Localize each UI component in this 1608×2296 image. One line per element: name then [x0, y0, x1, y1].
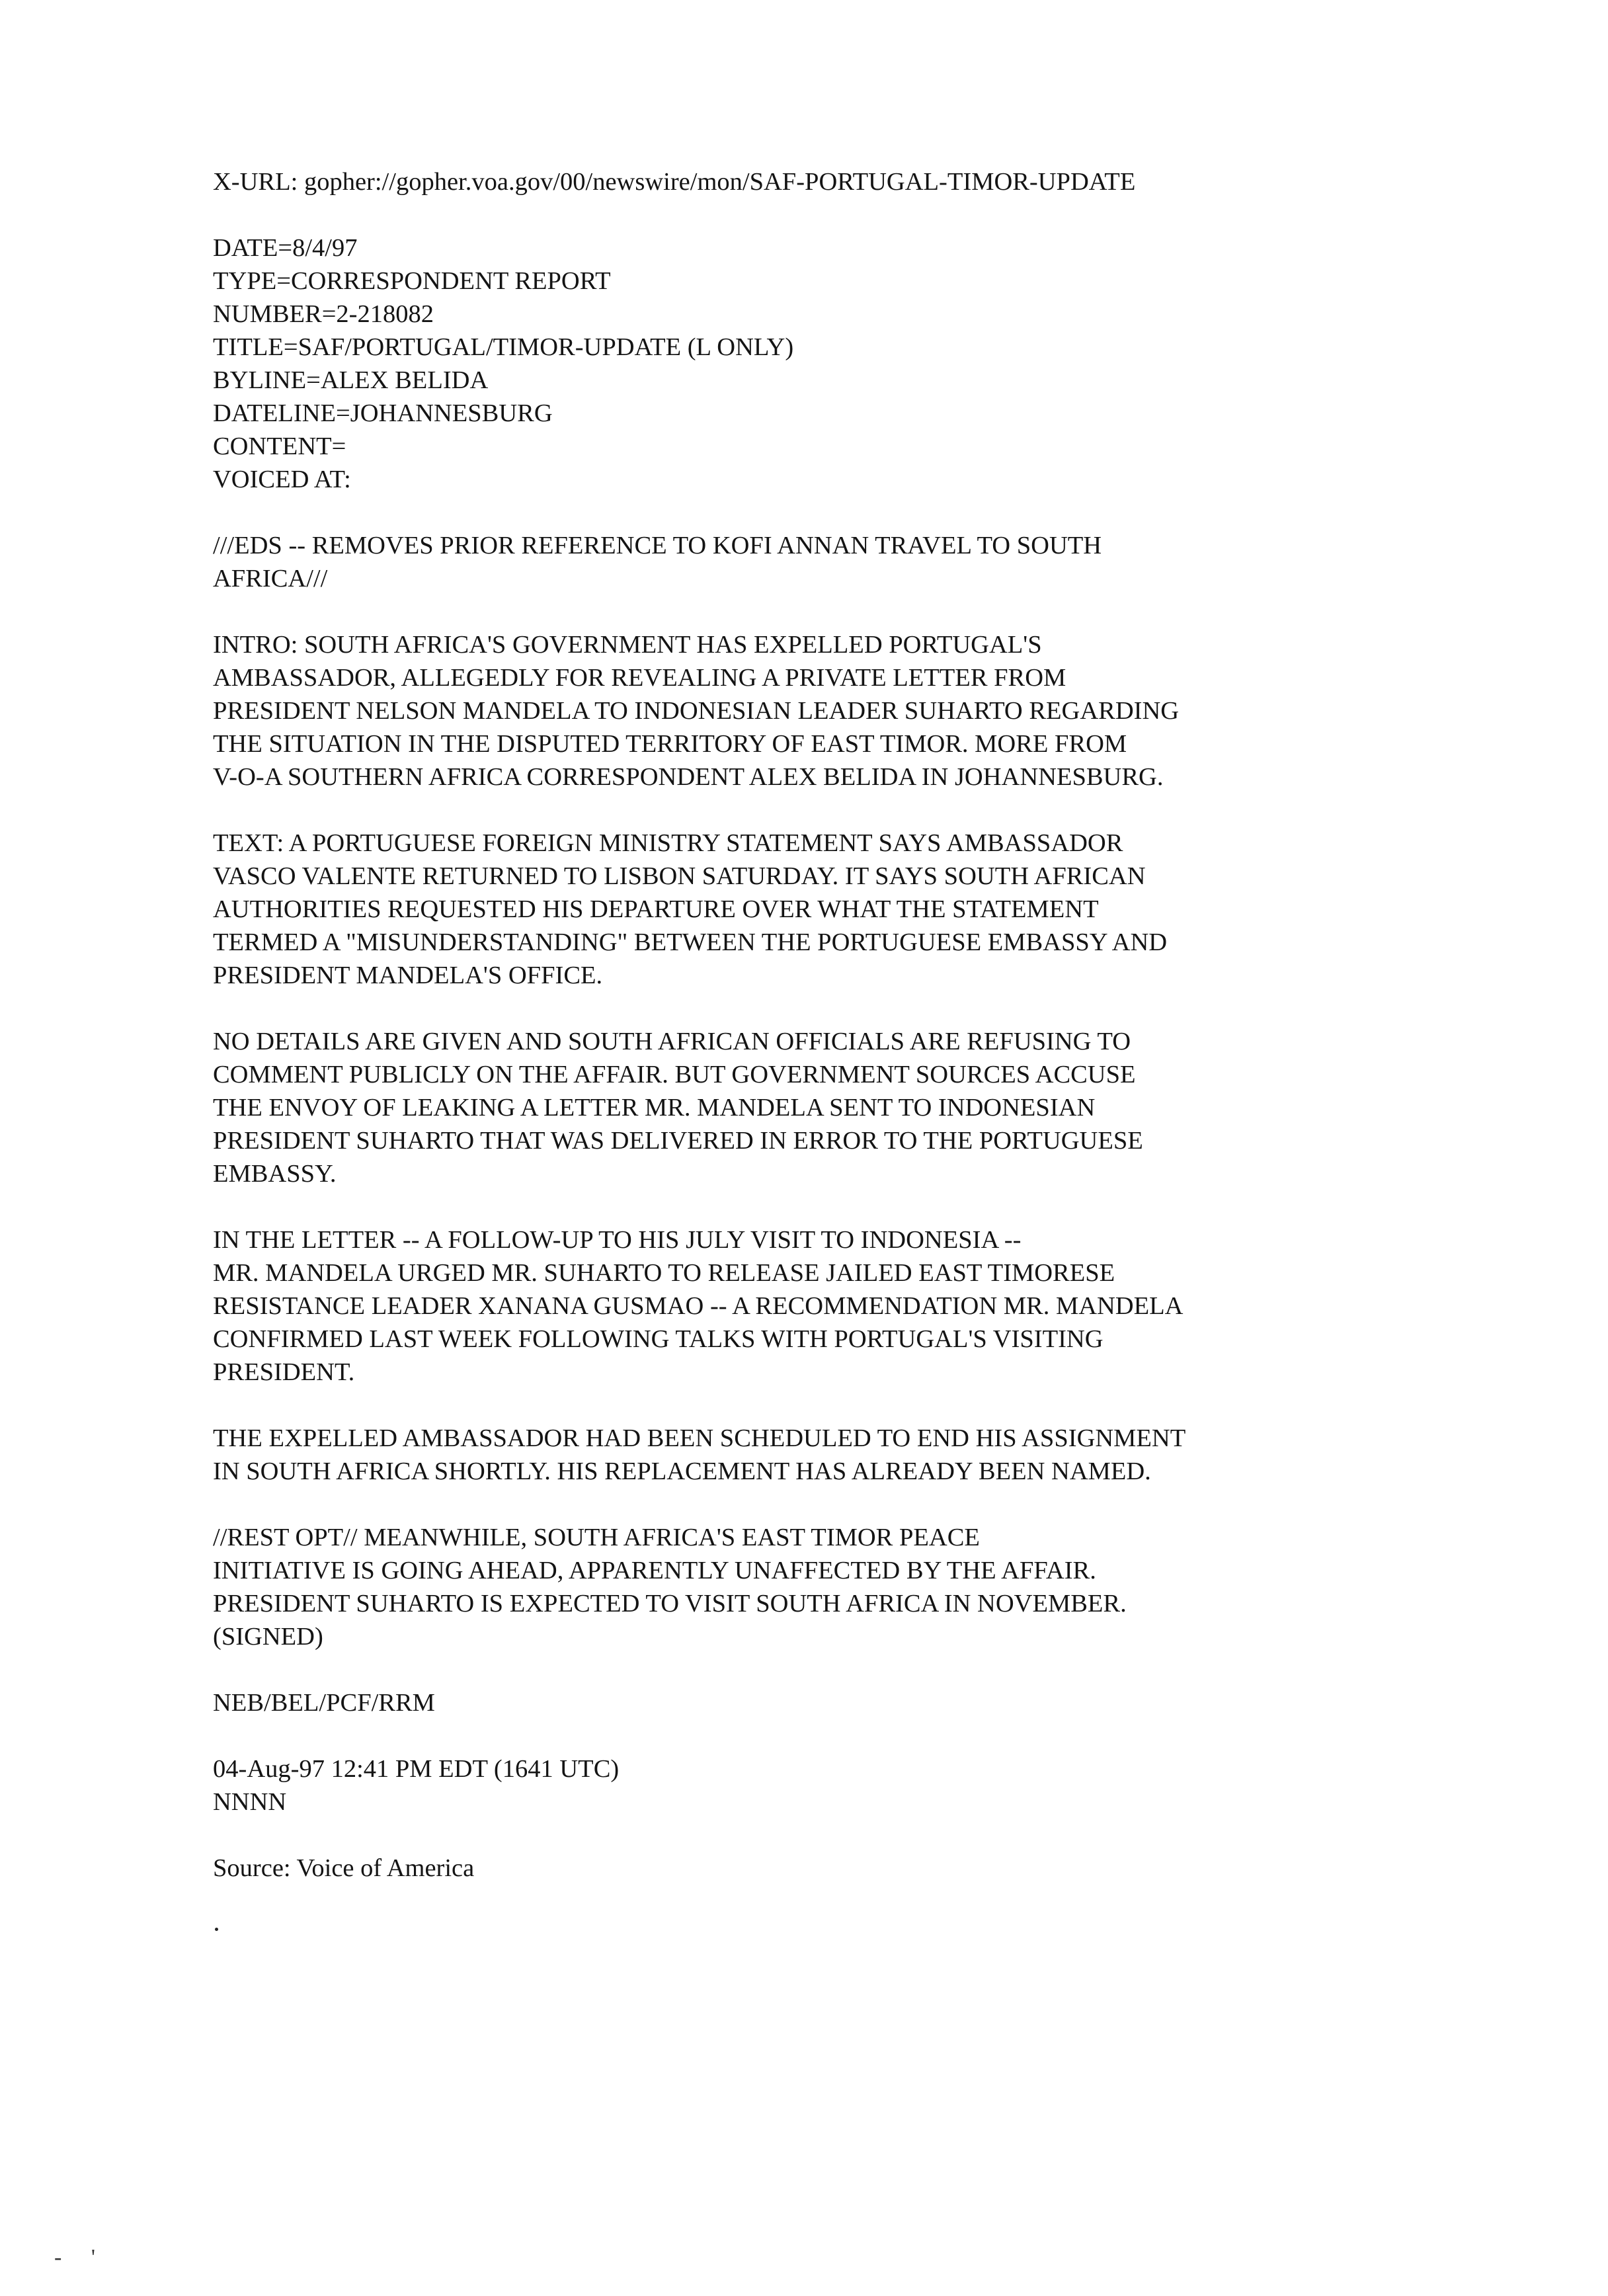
timestamp-line: 04-Aug-97 12:41 PM EDT (1641 UTC)	[213, 1755, 620, 1783]
spacer	[213, 992, 1522, 1025]
text-line: CONFIRMED LAST WEEK FOLLOWING TALKS WITH PORTUGAL'S VISITING	[213, 1325, 1104, 1353]
field-voiced-at: VOICED AT:	[213, 466, 351, 493]
text-line: VASCO VALENTE RETURNED TO LISBON SATURDAY. IT SAYS SOUTH AFRICAN	[213, 862, 1146, 890]
text-line: IN SOUTH AFRICA SHORTLY. HIS REPLACEMENT HAS ALREADY BEEN NAMED.	[213, 1457, 1151, 1485]
text-line: PRESIDENT SUHARTO IS EXPECTED TO VISIT SOUTH AFRICA IN NOVEMBER.	[213, 1590, 1127, 1618]
text-line: PRESIDENT MANDELA'S OFFICE.	[213, 962, 603, 989]
text-line: //REST OPT// MEANWHILE, SOUTH AFRICA'S EAST TIMOR PEACE	[213, 1524, 980, 1551]
text-line: RESISTANCE LEADER XANANA GUSMAO -- A RECOMMENDATION MR. MANDELA	[213, 1292, 1184, 1320]
spacer	[213, 1389, 1522, 1422]
text-line: THE ENVOY OF LEAKING A LETTER MR. MANDELA SENT TO INDONESIAN	[213, 1094, 1096, 1122]
intro-line: PRESIDENT NELSON MANDELA TO INDONESIAN LEADER SUHARTO REGARDING	[213, 697, 1180, 725]
eds-line: ///EDS -- REMOVES PRIOR REFERENCE TO KOFI ANNAN TRAVEL TO SOUTH	[213, 532, 1102, 559]
text-line: PRESIDENT SUHARTO THAT WAS DELIVERED IN ERROR TO THE PORTUGUESE	[213, 1127, 1143, 1155]
eds-note	[213, 529, 1522, 595]
text-paragraph-1	[213, 827, 1522, 992]
source-line: Source: Voice of America	[213, 1854, 475, 1882]
text-line: MR. MANDELA URGED MR. SUHARTO TO RELEASE JAILED EAST TIMORESE	[213, 1259, 1115, 1287]
corner-scan-mark: - '	[54, 2245, 107, 2270]
text-line: PRESIDENT.	[213, 1358, 355, 1386]
spacer	[213, 794, 1522, 827]
text-line: AUTHORITIES REQUESTED HIS DEPARTURE OVER WHAT THE STATEMENT	[213, 895, 1099, 923]
stray-dot-mark	[215, 1928, 218, 1931]
spacer	[213, 496, 1522, 529]
text-line: INITIATIVE IS GOING AHEAD, APPARENTLY UNAFFECTED BY THE AFFAIR.	[213, 1557, 1096, 1584]
newswire-document	[213, 165, 1522, 1885]
text-paragraph-4	[213, 1422, 1522, 1488]
spacer	[213, 1819, 1522, 1852]
field-content: CONTENT=	[213, 432, 346, 460]
initials-line: NEB/BEL/PCF/RRM	[213, 1689, 435, 1717]
text-line: THE EXPELLED AMBASSADOR HAD BEEN SCHEDULED TO END HIS ASSIGNMENT	[213, 1424, 1186, 1452]
text-paragraph-5	[213, 1521, 1522, 1653]
spacer	[213, 1190, 1522, 1223]
field-date: DATE=8/4/97	[213, 234, 358, 262]
text-line: IN THE LETTER -- A FOLLOW-UP TO HIS JULY VISIT TO INDONESIA --	[213, 1226, 1022, 1254]
spacer	[213, 198, 1522, 231]
intro-line: AMBASSADOR, ALLEGEDLY FOR REVEALING A PRIVATE LETTER FROM	[213, 664, 1066, 692]
spacer	[213, 595, 1522, 628]
eds-line: AFRICA///	[213, 565, 328, 593]
intro-paragraph	[213, 628, 1522, 794]
intro-line: THE SITUATION IN THE DISPUTED TERRITORY OF EAST TIMOR. MORE FROM	[213, 730, 1127, 758]
field-number: NUMBER=2-218082	[213, 300, 434, 328]
field-title: TITLE=SAF/PORTUGAL/TIMOR-UPDATE (L ONLY)	[213, 333, 794, 361]
text-paragraph-2	[213, 1025, 1522, 1190]
text-paragraph-3	[213, 1223, 1522, 1389]
spacer	[213, 1719, 1522, 1752]
spacer	[213, 1653, 1522, 1686]
text-line: NO DETAILS ARE GIVEN AND SOUTH AFRICAN OFFICIALS ARE REFUSING TO	[213, 1028, 1131, 1055]
text-line: EMBASSY.	[213, 1160, 337, 1188]
intro-line: INTRO: SOUTH AFRICA'S GOVERNMENT HAS EXPELLED PORTUGAL'S	[213, 631, 1042, 659]
field-byline: BYLINE=ALEX BELIDA	[213, 366, 489, 394]
text-line: TERMED A "MISUNDERSTANDING" BETWEEN THE PORTUGUESE EMBASSY AND	[213, 928, 1168, 956]
text-line: TEXT: A PORTUGUESE FOREIGN MINISTRY STATEMENT SAYS AMBASSADOR	[213, 829, 1123, 857]
header-fields	[213, 231, 1522, 496]
spacer	[213, 1488, 1522, 1521]
field-dateline: DATELINE=JOHANNESBURG	[213, 399, 553, 427]
signed-line: (SIGNED)	[213, 1623, 323, 1651]
field-type: TYPE=CORRESPONDENT REPORT	[213, 267, 611, 295]
xurl-line: X-URL: gopher://gopher.voa.gov/00/newswire/mon/SAF-PORTUGAL-TIMOR-UPDATE	[213, 168, 1136, 196]
text-line: COMMENT PUBLICLY ON THE AFFAIR. BUT GOVERNMENT SOURCES ACCUSE	[213, 1061, 1136, 1088]
nnnn-line: NNNN	[213, 1788, 287, 1816]
intro-line: V-O-A SOUTHERN AFRICA CORRESPONDENT ALEX BELIDA IN JOHANNESBURG.	[213, 763, 1164, 791]
